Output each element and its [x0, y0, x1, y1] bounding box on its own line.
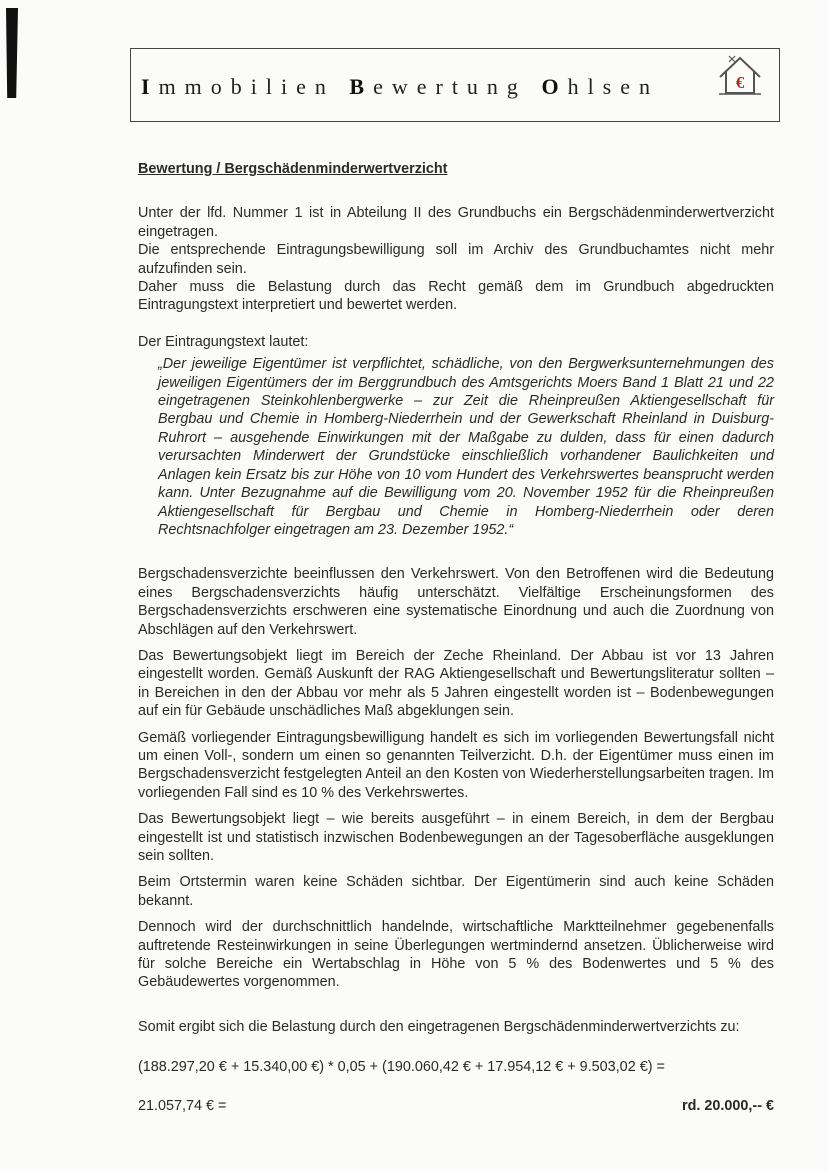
- summary-line: Somit ergibt sich die Belastung durch den eingetragenen Bergschädenminderwertverzichts zu:: [138, 1018, 740, 1035]
- quote-text: „Der jeweilige Eigentümer ist verpflichtet, schädliche, von den Bergwerksunternehmungen des jeweiligen Eigentümers der im Berggrundbuch des Amtsgerichts Moers Band 1 Blatt 21 und 22 eingetragenen Steinkohlenbergwerke – zur Zeit die Rheinpreußen Aktiengesellschaft für Bergbau und Chemie in Homberg-Niederrhein und der Gewerkschaft Rheinland in Duisburg-Ruhrort – ausgehende Einwirkungen mit der Maßgabe zu dulden, dass für einen dadurch verursachten Minderwert der Grundstücke einschließlich vorhandener Baulichkeiten und Anlagen kein Ersatz bis zur Höhe von 10 vom Hundert des Verkehrswertes beansprucht werden kann. Unter Bezugnahme auf die Bewilligung vom 20. November 1952 für die Rheinpreußen Aktiengesellschaft für Bergbau und Chemie in Homberg-Niederrhein oder deren Rechtsnachfolger eingetragen am 23. Dezember 1952.“: [158, 356, 774, 538]
- document-body: [138, 160, 774, 1115]
- company-name-part-3: hlsen: [567, 74, 660, 99]
- house-euro-icon: [717, 53, 763, 99]
- company-name-part-2: ewertung: [373, 74, 527, 99]
- company-name: [141, 74, 659, 100]
- section-title: Bewertung / Bergschädenminderwertverzicht: [138, 161, 448, 177]
- company-name-initial-1: I: [141, 74, 159, 99]
- intro-paragraph-3: Daher muss die Belastung durch das Recht gemäß dem im Grundbuch abgedruckten Eintragungstext interpretiert und bewertet werden.: [138, 279, 774, 314]
- company-name-part-1: mmobilien: [158, 74, 335, 99]
- body-paragraph-4: Das Bewertungsobjekt liegt – wie bereits ausgeführt – in einem Bereich, in dem der Bergbau eingestellt ist und statistisch inzwischen Bodenbewegungen an der Tagesoberfläche ausgeklungen sein sollten.: [138, 811, 774, 864]
- quote-label: Der Eintragungstext lautet:: [138, 333, 309, 350]
- logo-euro-symbol: €: [735, 73, 745, 92]
- body-paragraph-2: Das Bewertungsobjekt liegt im Bereich der Zeche Rheinland. Der Abbau ist vor 13 Jahren eingestellt worden. Gemäß Auskunft der RAG Aktiengesellschaft und Bewertungsliteratur sollten – in Bereichen in den der Abbau vor mehr als 5 Jahren eingestellt worden ist – Bodenbewegungen auf ein für Gebäude unschädliches Maß abgeklungen sein.: [138, 647, 774, 720]
- company-name-initial-2: B: [349, 74, 374, 99]
- intro-paragraph-2: Die entsprechende Eintragungsbewilligung soll im Archiv des Grundbuchamtes nicht mehr aufzufinden sein.: [138, 242, 774, 277]
- body-paragraph-3: Gemäß vorliegender Eintragungsbewilligung handelt es sich im vorliegenden Bewertungsfall nicht um einen Voll-, sondern um einen so genannten Teilverzicht. D.h. der Eigentümer muss einen im Bergschadensverzicht festgelegten Anteil an den Kosten von Wiederherstellungsarbeiten tragen. Im vorliegenden Fall sind es 10 % des Verkehrswertes.: [138, 729, 774, 801]
- body-paragraph-5: Beim Ortstermin waren keine Schäden sichtbar. Der Eigentümerin sind auch keine Schäden bekannt.: [138, 874, 774, 909]
- body-paragraph-1: Bergschadensverzichte beeinflussen den Verkehrswert. Von den Betroffenen wird die Bedeutung eines Bergschadensverzichts häufig unterschätzt. Vielfältige Erscheinungsformen des Bergschadensverzichts erschweren eine systematische Einordnung und auch die Zuordnung von Abschlägen auf den Verkehrswert.: [138, 566, 774, 638]
- intro-paragraph-1: Unter der lfd. Nummer 1 ist in Abteilung II des Grundbuchs ein Bergschädenminderwertverzicht eingetragen.: [138, 205, 774, 240]
- result-value: 21.057,74 € =: [138, 1097, 227, 1114]
- result-row: [138, 1097, 774, 1115]
- scan-edge-mark: [6, 8, 18, 98]
- letterhead: [130, 48, 780, 122]
- rounded-result: rd. 20.000,-- €: [682, 1097, 774, 1114]
- calculation-formula: (188.297,20 € + 15.340,00 €) * 0,05 + (190.060,42 € + 17.954,12 € + 9.503,02 €) =: [138, 1059, 665, 1076]
- company-name-initial-3: O: [541, 74, 568, 99]
- body-paragraph-6: Dennoch wird der durchschnittlich handelnde, wirtschaftliche Marktteilnehmer gegebenenfalls auftretende Resteinwirkungen in seine Überlegungen wertmindernd ansetzen. Üblicherweise wird für solche Bereiche ein Wertabschlag in Höhe von 5 % des Bodenwertes und 5 % des Gebäudewertes vorgenommen.: [138, 919, 774, 991]
